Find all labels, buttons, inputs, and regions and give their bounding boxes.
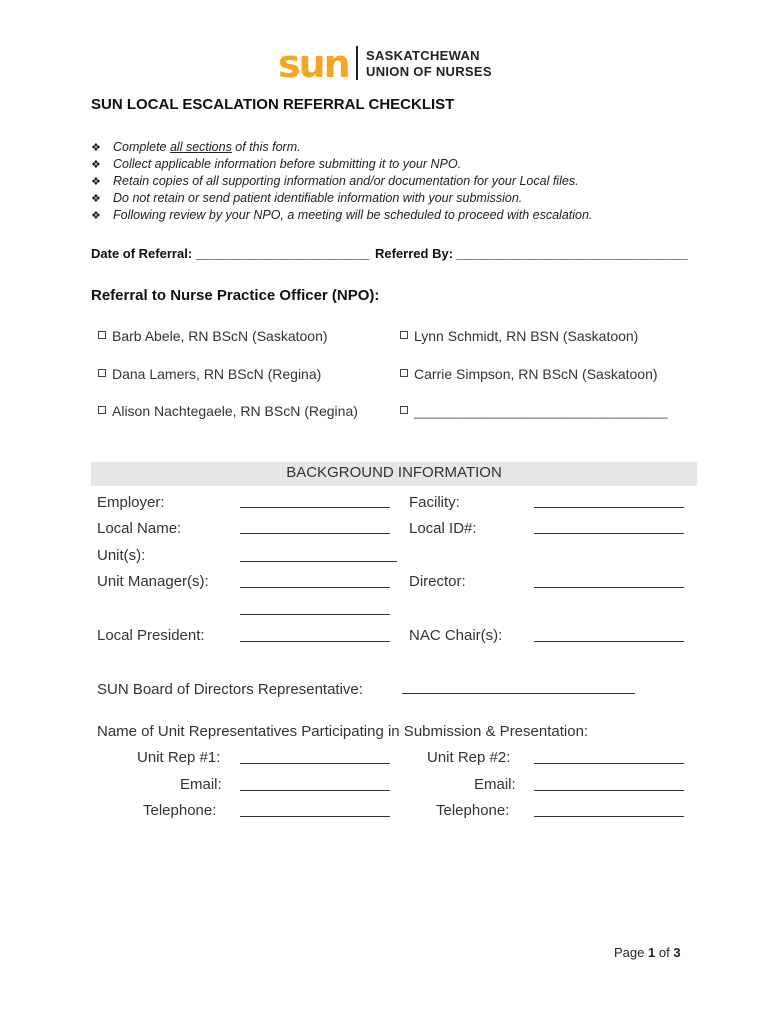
checkbox-icon[interactable] [98, 406, 106, 414]
org-name-line1: SASKATCHEWAN [366, 48, 480, 63]
instruction-item [91, 207, 592, 224]
employer-field[interactable] [240, 507, 390, 508]
org-name-line2: UNION OF NURSES [366, 64, 492, 79]
employer-label: Employer: [97, 494, 165, 511]
unit-rep-1-email-label: Email: [180, 776, 222, 793]
instruction-text: Complete [113, 140, 170, 154]
diamond-bullet-icon: ❖ [91, 210, 101, 222]
local-president-field[interactable] [240, 641, 390, 642]
units-field[interactable] [240, 561, 397, 562]
facility-label: Facility: [409, 494, 460, 511]
unit-managers-field-2[interactable] [240, 614, 390, 615]
facility-field[interactable] [534, 507, 684, 508]
npo-option-other-blank[interactable]: ______________________________________ [414, 405, 668, 419]
unit-rep-1-telephone-field[interactable] [240, 816, 390, 817]
local-id-field[interactable] [534, 533, 684, 534]
unit-rep-2-telephone-field[interactable] [534, 816, 684, 817]
director-label: Director: [409, 573, 466, 590]
local-president-label: Local President: [97, 627, 205, 644]
logo-divider [356, 46, 358, 80]
date-of-referral-label: Date of Referral: [91, 246, 193, 261]
board-rep-label: SUN Board of Directors Representative: [97, 681, 363, 698]
local-id-label: Local ID#: [409, 520, 477, 537]
unit-reps-heading: Name of Unit Representatives Participating in Submission & Presentation: [97, 723, 589, 740]
board-rep-field[interactable] [402, 693, 635, 694]
units-label: Unit(s): [97, 547, 146, 564]
npo-option-other[interactable] [400, 403, 668, 419]
date-of-referral-field[interactable]: ________________________ [195, 246, 370, 261]
npo-option-label: Alison Nachtegaele, RN BScN (Regina) [112, 403, 358, 419]
npo-option-label: Barb Abele, RN BScN (Saskatoon) [112, 328, 328, 344]
page-number [614, 945, 681, 960]
unit-rep-1-email-field[interactable] [240, 790, 390, 791]
checkbox-icon[interactable] [400, 369, 408, 377]
unit-rep-2-email-field[interactable] [534, 790, 684, 791]
checkbox-icon[interactable] [98, 369, 106, 377]
checkbox-icon[interactable] [400, 331, 408, 339]
unit-rep-2-label: Unit Rep #2: [427, 749, 511, 766]
npo-option-lynn-schmidt[interactable] [400, 328, 638, 344]
referred-by-label: Referred By: [375, 246, 454, 261]
director-field[interactable] [534, 587, 684, 588]
instruction-text: of this form. [231, 140, 301, 154]
npo-heading: Referral to Nurse Practice Officer (NPO): [91, 287, 380, 304]
page-total: 3 [673, 945, 681, 960]
npo-option-label: Dana Lamers, RN BScN (Regina) [112, 366, 322, 382]
diamond-bullet-icon: ❖ [91, 176, 101, 188]
unit-rep-2-field[interactable] [534, 763, 684, 764]
checkbox-icon[interactable] [400, 406, 408, 414]
local-name-label: Local Name: [97, 520, 182, 537]
instruction-text: Collect applicable information before submitting it to your NPO. [113, 157, 462, 171]
instruction-text: Following review by your NPO, a meeting will be scheduled to proceed with escalation. [113, 208, 593, 222]
npo-option-dana-lamers[interactable] [98, 366, 321, 382]
date-of-referral [91, 246, 369, 261]
page-of: of [658, 945, 670, 960]
instruction-text: Retain copies of all supporting information and/or documentation for your Local files. [113, 174, 579, 188]
unit-managers-field[interactable] [240, 587, 390, 588]
nac-chair-field[interactable] [534, 641, 684, 642]
local-name-field[interactable] [240, 533, 390, 534]
page-label: Page [614, 945, 645, 960]
section-heading-background: BACKGROUND INFORMATION [286, 464, 502, 481]
page-current: 1 [648, 945, 656, 960]
unit-rep-1-telephone-label: Telephone: [143, 802, 217, 819]
page-title: SUN LOCAL ESCALATION REFERRAL CHECKLIST [91, 96, 455, 113]
npo-option-label: Lynn Schmidt, RN BSN (Saskatoon) [414, 328, 639, 344]
instruction-item [91, 156, 592, 173]
instruction-text: Do not retain or send patient identifiable information with your submission. [113, 191, 523, 205]
npo-option-label: Carrie Simpson, RN BScN (Saskatoon) [414, 366, 658, 382]
referred-by-field[interactable]: ________________________________ [456, 246, 689, 261]
sun-logo-mark: sun [278, 42, 349, 86]
unit-managers-label: Unit Manager(s): [97, 573, 209, 590]
checkbox-icon[interactable] [98, 331, 106, 339]
diamond-bullet-icon: ❖ [91, 142, 101, 154]
unit-rep-1-label: Unit Rep #1: [137, 749, 221, 766]
all-sections-emphasis: all sections [169, 140, 232, 154]
referred-by [375, 246, 688, 261]
instruction-item [91, 190, 592, 207]
instruction-list [91, 139, 592, 224]
diamond-bullet-icon: ❖ [91, 193, 101, 205]
instruction-item [91, 139, 592, 156]
diamond-bullet-icon: ❖ [91, 159, 101, 171]
unit-rep-2-email-label: Email: [474, 776, 516, 793]
unit-rep-1-field[interactable] [240, 763, 390, 764]
npo-option-barb-abele[interactable] [98, 328, 328, 344]
nac-chair-label: NAC Chair(s): [409, 627, 503, 644]
instruction-item [91, 173, 592, 190]
unit-rep-2-telephone-label: Telephone: [436, 802, 510, 819]
npo-option-carrie-simpson[interactable] [400, 366, 658, 382]
npo-option-alison-nachtegaele[interactable] [98, 403, 358, 419]
